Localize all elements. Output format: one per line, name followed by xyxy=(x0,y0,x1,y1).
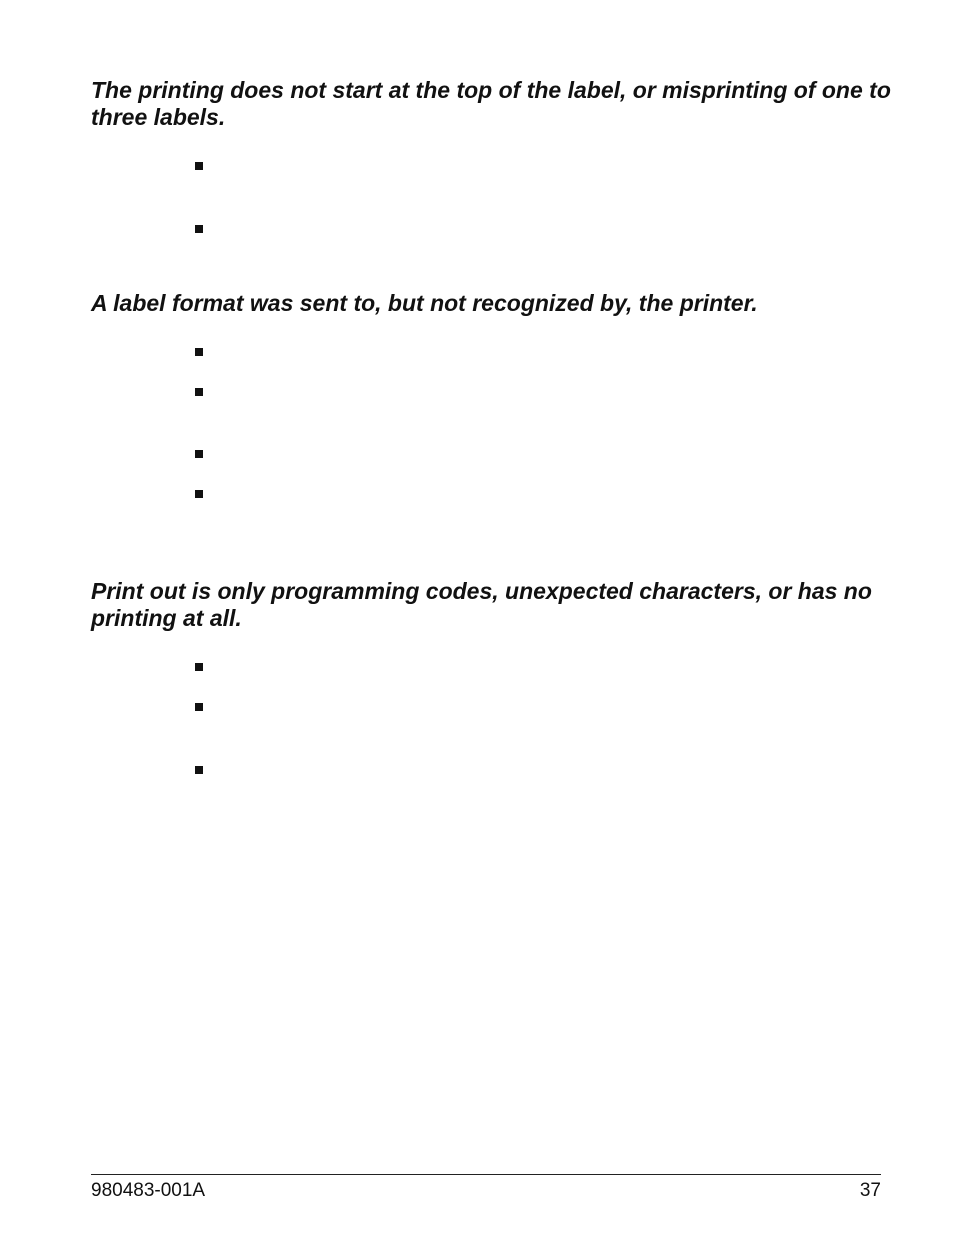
section-1-heading: The printing does not start at the top of the label, or misprinting of one to three labels. xyxy=(91,77,891,130)
section-2-heading: A label format was sent to, but not recognized by, the printer. xyxy=(91,290,758,316)
page-number: 37 xyxy=(859,1180,881,1201)
bullet-marker xyxy=(195,388,203,396)
document-number: 980483-001A xyxy=(91,1180,206,1201)
bullet-marker xyxy=(195,490,203,498)
section-3-heading: Print out is only programming codes, unexpected characters, or has no printing at all. xyxy=(91,578,872,631)
bullet-marker xyxy=(195,766,203,774)
bullet-marker xyxy=(195,162,203,170)
bullet-marker xyxy=(195,450,203,458)
bullet-marker xyxy=(195,703,203,711)
footer-rule xyxy=(91,1174,881,1175)
bullet-marker xyxy=(195,348,203,356)
bullet-marker xyxy=(195,225,203,233)
bullet-marker xyxy=(195,663,203,671)
